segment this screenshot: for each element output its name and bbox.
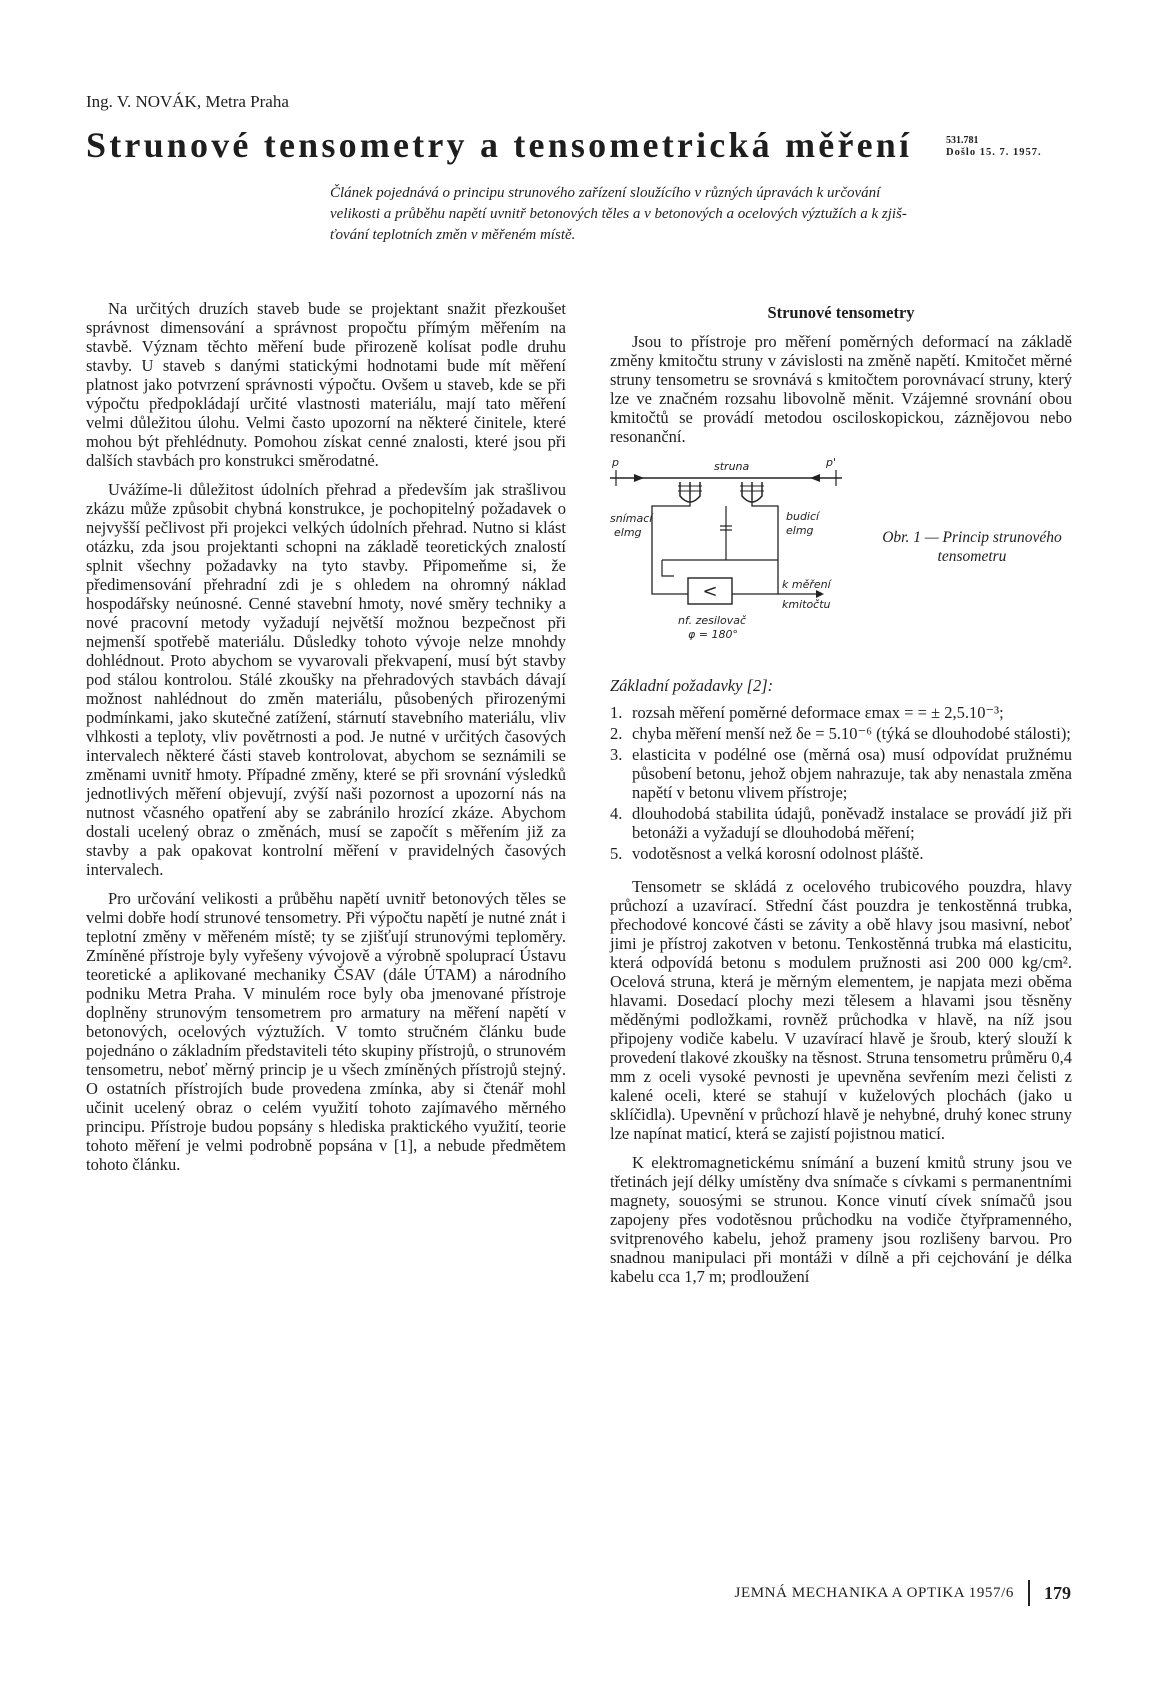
paragraph: Na určitých druzích staveb bude se projektant snažit přezkoušet správnost dimensování a správnost propočtu přímým měřením na stavbě. Význam těchto měření bude přirozeně kolísat podle druhu stavby. U staveb s danými statickými hodnotami bude mít měření platnost jako potvrzení správnosti výpočtu. Ovšem u staveb, kde se při výpočtu předpokládají určité vlastnosti materiálu, mají tato měření velmi důležitou úlohu. Velmi často upozorní na některé činitele, které mohou být přehlédnuty. Pomohou získat cenné znalosti, které jsou při dalších stavbách pro konstrukci směrodatné. — [86, 299, 566, 470]
label-amplifier: nf. zesilovač — [678, 614, 747, 627]
journal-name: JEMNÁ MECHANIKA A OPTIKA 1957/6 — [734, 1584, 1014, 1601]
list-item: 3. elasticita v podélné ose (měrná osa) musí odpovídat pružnému působení betonu, jehož objem nahrazuje, tak aby nenastala změna napětí v betonu vlivem přístroje; — [610, 745, 1072, 802]
pickup-coil-icon — [678, 482, 702, 502]
label-string: struna — [714, 460, 750, 473]
abstract-line: ťování teplotních změn v měřeném místě. — [330, 227, 576, 243]
received-date: Došlo 15. 7. 1957. — [946, 147, 1042, 158]
figure-caption: Obr. 1 — Princip strunového tensometru — [882, 529, 1062, 565]
article-title: Strunové tensometry a tensometrická měření — [86, 125, 913, 165]
label-phase: φ = 180° — [688, 628, 738, 641]
left-column — [86, 299, 566, 1184]
footer-divider — [1028, 1580, 1030, 1606]
label-p-left: p — [612, 456, 619, 469]
output-arrow-icon — [816, 590, 824, 598]
abstract — [330, 183, 1066, 246]
label-exciter: budicí — [786, 510, 820, 523]
list-item: 2. chyba měření menší než δe = 5.10⁻⁶ (týká se dlouhodobé stálosti); — [610, 724, 1071, 743]
udc-code: 531.781 — [946, 135, 979, 146]
right-column — [610, 299, 1072, 1296]
page-number: 179 — [1044, 1582, 1071, 1603]
author-line: Ing. V. NOVÁK, Metra Praha — [86, 92, 289, 111]
label-to-measure: k měření — [782, 578, 831, 591]
article-meta — [946, 135, 1042, 159]
paragraph: Uvážíme-li důležitost údolních přehrad a především jak strašlivou zkázu může způsobit chybná konstrukce, je pochopitelný požadavek o nejvyšší pečlivost při projekci velkých údolních přehrad. Nutno si klást otázku, zda jsou projektanti schopni na základě teoretických znalostí splnit všechny požadavky na tyto stavby. Připomeňme si, že předimensování přehradní zdi je s ohledem na ohromný náklad hospodářsky neúnosné. Cenné stavební hmoty, nové směry techniky a nové pracovní metody vyžadují největší možnou bezpečnost při nejmenší spotřebě materiálu. Důsledky tohoto vývoje nelze mnohdy dohlédnout. Proto abychom se vyvarovali překvapení, musí být stavby pod stálou kontrolou. Stálé zkoušky na přehradových stavbách dávají možnost nahlédnout do změn materiálu, působených přirozenými podmínkami, jako skutečné zatížení, stárnutí stavebního materiálu, vliv vlhkosti a teploty, vliv povětrnosti a pod. Je nutné v určitých časových intervalech některé části staveb kontrolovat, abychom se seznámili se změnami uvnitř hmoty. Případné změny, které se při srovnání výsledků jednotlivých měření objevují, zvýší naši pozornost a upozorní nás na nutnost včasného opatření aby se zabránilo hrozící zkáze. Abychom dostali ucelený obraz o změnách, musí se započít s měřením již za stavby a pak opakovat kontrolní měření v pravidelných časových intervalech. — [86, 480, 566, 879]
label-exciter-elmg: elmg — [786, 524, 814, 537]
amplifier-symbol: < — [702, 581, 718, 602]
paragraph: Tensometr se skládá z ocelového trubicového pouzdra, hlavy průchozí a uzavírací. Střední část pouzdra je tenkostěnná trubka, přechodové koncové části se závity a obě hlavy jsou masivní, neboť jimi je přístroj zakotven v betonu. Tenkostěnná trubka má elasticitu, která odpovídá betonu s modulem pružnosti asi 200 000 kg/cm². Ocelová struna, která je měrným elementem, je napjata mezi oběma hlavami. Dosedací plochy mezi tělesem a hlavami jsou těsněny měděnými podložkami, rovněž průchodka v hlavě, na níž jsou připojeny vodiče kabelu. V uzavírací hlavě je šroub, který slouží k provedení tlakové zkoušky na těsnost. Struna tensometru průměru 0,4 mm z oceli vysoké pevnosti je upevněna sevřením mezi čelisti z kalené oceli, které se stahují v kuželových plochách (jako u sklíčidla). Upevnění v průchozí hlavě je nehybné, druhý konec struny lze napínat maticí, která se zajistí pojistnou maticí. — [610, 877, 1072, 1143]
requirements-list — [610, 703, 1072, 863]
figure-1 — [610, 456, 1072, 666]
page-footer — [735, 1580, 1071, 1606]
exciter-coil-icon — [740, 482, 764, 502]
list-item: 1. rozsah měření poměrné deformace εmax = = ± 2,5.10⁻³; — [610, 703, 1004, 722]
paragraph: Jsou to přístroje pro měření poměrných deformací na základě změny kmitočtu struny v závislosti na změně napětí. Kmitočet měrné struny tensometru se srovnává s kmitočtem porovnávací struny, který lze ve značném rozsahu libovolně měnit. Vzájemné srovnání obou kmitočtů se provádí metodou osciloskopickou, záznějovou nebo resonanční. — [610, 332, 1072, 446]
arrow-right-icon — [810, 474, 820, 482]
arrow-left-icon — [634, 474, 644, 482]
abstract-line: velikosti a průběhu napětí uvnitř betonových těles a v betonových a ocelových výztužích a k zjiš- — [330, 206, 907, 222]
label-frequency: kmitočtu — [782, 598, 831, 611]
paragraph: K elektromagnetickému snímání a buzení kmitů struny jsou ve třetinách její délky umístěny dva snímače s cívkami s permanentními magnety, souosými se strunou. Konce vinutí cívek snímačů jsou zapojeny přes vodotěsnou průchodku na vodiče čtyřpramenného, svitprenového kabelu, jehož prameny jsou rozlišeny barvou. Pro snadnou manipulaci při montáži v dílně a při cejchování je délka kabelu cca 1,7 m; prodloužení — [610, 1153, 1072, 1286]
list-item: 5. vodotěsnost a velká korosní odolnost pláště. — [610, 844, 924, 863]
abstract-line: Článek pojednává o principu strunového zařízení sloužícího v různých úpravách k určování — [330, 185, 881, 201]
requirements-heading: Základní požadavky [2]: — [610, 676, 774, 695]
list-item: 4. dlouhodobá stabilita údajů, poněvadž instalace se provádí již při betonáži a vyžadují se dlouhodobá měření; — [610, 804, 1072, 842]
label-pickup-elmg: elmg — [614, 526, 642, 539]
paragraph: Pro určování velikosti a průběhu napětí uvnitř betonových těles se velmi dobře hodí strunové tensometry. Při výpočtu napětí je nutné znát i teplotní změny v měřeném místě; ty se zjišťují strunovými teploměry. Zmíněné přístroje byly vyřešeny vývojově a výrobně spoluprací Ústavu teoretické a aplikované mechaniky ČSAV (dále ÚTAM) a národního podniku Metra Praha. V minulém roce byly oba jmenované přístroje doplněny strunovým tensometrem pro armatury na měření napětí v betonových, ocelových výztužích. V tomto stručném článku bude pojednáno o základním představiteli této skupiny přístrojů, o strunovém tensometru, neboť měrný princip je u všech zmíněných přístrojů stejný. O ostatních přístrojích bude provedena zmínka, aby si čtenář mohl učinit ucelený obraz o celém využití tohoto zajímavého měrného principu. Přístroje budou popsány s hlediska praktického využití, teorie tohoto měření je velmi podrobně popsána v [1], a nebude předmětem tohoto článku. — [86, 889, 566, 1174]
principle-diagram — [610, 456, 870, 666]
section-heading: Strunové tensometry — [767, 303, 915, 322]
label-p-right: p' — [826, 456, 837, 469]
label-pickup: snímací — [610, 512, 653, 525]
